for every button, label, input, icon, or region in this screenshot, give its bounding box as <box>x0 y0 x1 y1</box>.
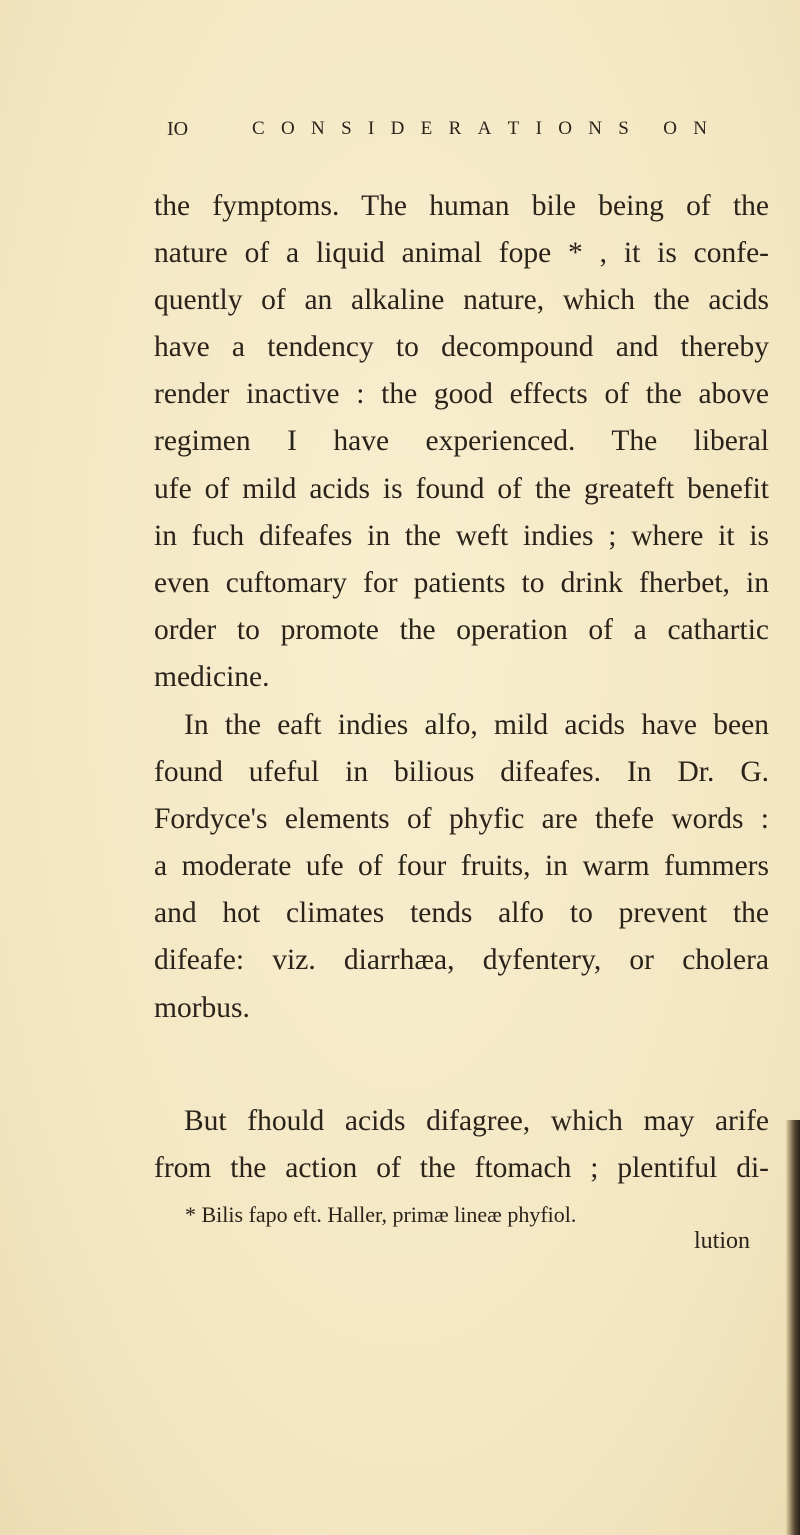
text-line: a moderate ufe of four fruits, in warm fummers <box>154 850 769 883</box>
text-line: morbus. <box>154 991 250 1024</box>
title-letter: R <box>448 118 462 139</box>
page-number: IO <box>167 118 189 140</box>
title-letter: E <box>420 118 433 139</box>
title-letter: I <box>535 118 542 139</box>
text-line: found ufeful in bilious difeafes. In Dr. G. <box>154 756 769 789</box>
text-line: from the action of the ftomach ; plentiful di- <box>154 1152 769 1185</box>
text-line: order to promote the operation of a cathartic <box>154 613 769 646</box>
text-line: in fuch difeafes in the weft indies ; where it is <box>154 519 769 552</box>
paragraph-2 <box>154 702 769 1032</box>
text-line: even cuftomary for patients to drink fherbet, in <box>154 566 769 599</box>
text-line: ufe of mild acids is found of the greateft benefit <box>154 472 769 505</box>
title-letter: S <box>618 118 629 139</box>
text-line: medicine. <box>154 660 270 693</box>
text-line: difeafe: viz. diarrhæa, dyfentery, or cholera <box>154 944 769 977</box>
text-line: render inactive : the good effects of the above <box>154 378 769 411</box>
title-letter: N <box>588 118 602 139</box>
title-letter: O <box>281 118 295 139</box>
title-letter: A <box>477 118 492 139</box>
text-line: In the eaft indies alfo, mild acids have been <box>184 709 769 741</box>
paragraph-3 <box>154 1098 769 1192</box>
title-letter: C <box>252 118 265 139</box>
text-line: have a tendency to decompound and thereby <box>154 331 769 364</box>
text-line: Fordyce's elements of phyfic are thefe words : <box>154 803 769 836</box>
page-edge-shadow <box>786 1120 800 1535</box>
text-line: and hot climates tends alfo to prevent the <box>154 897 769 930</box>
title-letter: I <box>367 118 375 139</box>
running-title <box>252 118 707 140</box>
title-letter: O <box>558 118 572 139</box>
footnote: * Bilis fapo eft. Haller, primæ lineæ phyfiol. <box>185 1202 577 1227</box>
text-line: nature of a liquid animal fope * , it is confe- <box>154 237 769 270</box>
title-letter: O <box>663 118 677 139</box>
catchword: lution <box>693 1228 750 1254</box>
text-line: the fymptoms. The human bile being of the <box>154 190 769 222</box>
text-line: quently of an alkaline nature, which the acids <box>154 284 769 317</box>
title-letter: T <box>507 118 520 139</box>
title-letter: S <box>341 118 352 139</box>
title-letter: N <box>693 118 707 139</box>
text-line: But fhould acids difagree, which may arife <box>184 1105 769 1137</box>
title-letter: D <box>390 118 405 139</box>
paragraph-1 <box>154 183 769 701</box>
title-letter: N <box>311 118 325 139</box>
text-line: regimen I have experienced. The liberal <box>154 425 769 458</box>
running-head <box>167 118 727 148</box>
